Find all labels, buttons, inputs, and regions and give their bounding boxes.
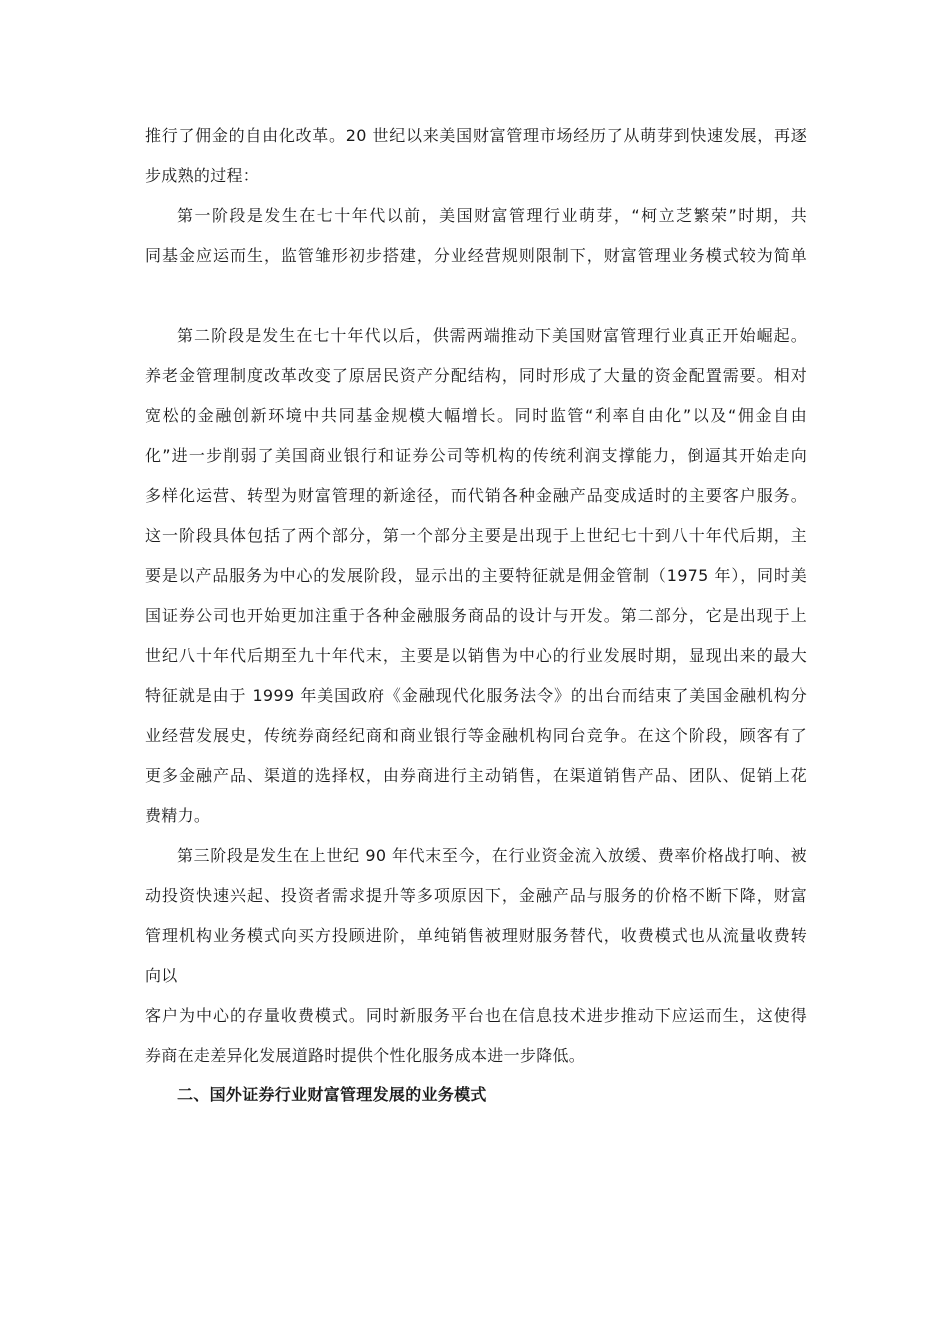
text-line: 养老金管理制度改革改变了原居民资产分配结构，同时形成了大量的资金配置需要。相对 <box>145 366 807 385</box>
text-line: 向以 <box>145 966 178 985</box>
section-heading: 二、国外证券行业财富管理发展的业务模式 <box>177 1085 487 1104</box>
text-line: 业经营发展史，传统券商经纪商和商业银行等金融机构同台竞争。在这个阶段，顾客有了 <box>145 726 807 745</box>
text-line: 第二阶段是发生在七十年代以后，供需两端推动下美国财富管理行业真正开始崛起。 <box>177 326 807 345</box>
text-line: 券商在走差异化发展道路时提供个性化服务成本进一步降低。 <box>145 1046 586 1065</box>
text-line: 要是以产品服务为中心的发展阶段，显示出的主要特征就是佣金管制（1975 年），同时美 <box>145 566 807 585</box>
text-line: 化”进一步削弱了美国商业银行和证券公司等机构的传统利润支撑能力，倒逼其开始走向 <box>145 446 807 465</box>
text-line: 动投资快速兴起、投资者需求提升等多项原因下，金融产品与服务的价格不断下降，财富 <box>145 886 807 905</box>
text-line: 客户为中心的存量收费模式。同时新服务平台也在信息技术进步推动下应运而生，这使得 <box>145 1006 807 1025</box>
text-line: 管理机构业务模式向买方投顾进阶，单纯销售被理财服务替代，收费模式也从流量收费转 <box>145 926 807 945</box>
text-line: 步成熟的过程： <box>145 166 260 185</box>
text-line: 费精力。 <box>145 806 211 825</box>
text-line: 推行了佣金的自由化改革。20 世纪以来美国财富管理市场经历了从萌芽到快速发展，再逐 <box>145 126 807 145</box>
text-line: 世纪八十年代后期至九十年代末，主要是以销售为中心的行业发展时期，显现出来的最大 <box>145 646 807 665</box>
text-line: 更多金融产品、渠道的选择权，由券商进行主动销售，在渠道销售产品、团队、促销上花 <box>145 766 807 785</box>
text-line: 宽松的金融创新环境中共同基金规模大幅增长。同时监管“利率自由化”以及“佣金自由 <box>145 406 807 425</box>
text-line: 特征就是由于 1999 年美国政府《金融现代化服务法令》的出台而结束了美国金融机构分 <box>145 686 807 705</box>
text-line: 这一阶段具体包括了两个部分，第一个部分主要是出现于上世纪七十到八十年代后期，主 <box>145 526 807 545</box>
text-line: 同基金应运而生，监管雏形初步搭建，分业经营规则限制下，财富管理业务模式较为简单 <box>145 246 807 265</box>
text-line: 第三阶段是发生在上世纪 90 年代末至今，在行业资金流入放缓、费率价格战打响、被 <box>177 846 807 865</box>
text-line: 第一阶段是发生在七十年代以前，美国财富管理行业萌芽，“柯立芝繁荣”时期，共 <box>177 206 807 225</box>
text-line: 多样化运营、转型为财富管理的新途径，而代销各种金融产品变成适时的主要客户服务。 <box>145 486 807 505</box>
text-line: 国证券公司也开始更加注重于各种金融服务商品的设计与开发。第二部分，它是出现于上 <box>145 606 807 625</box>
